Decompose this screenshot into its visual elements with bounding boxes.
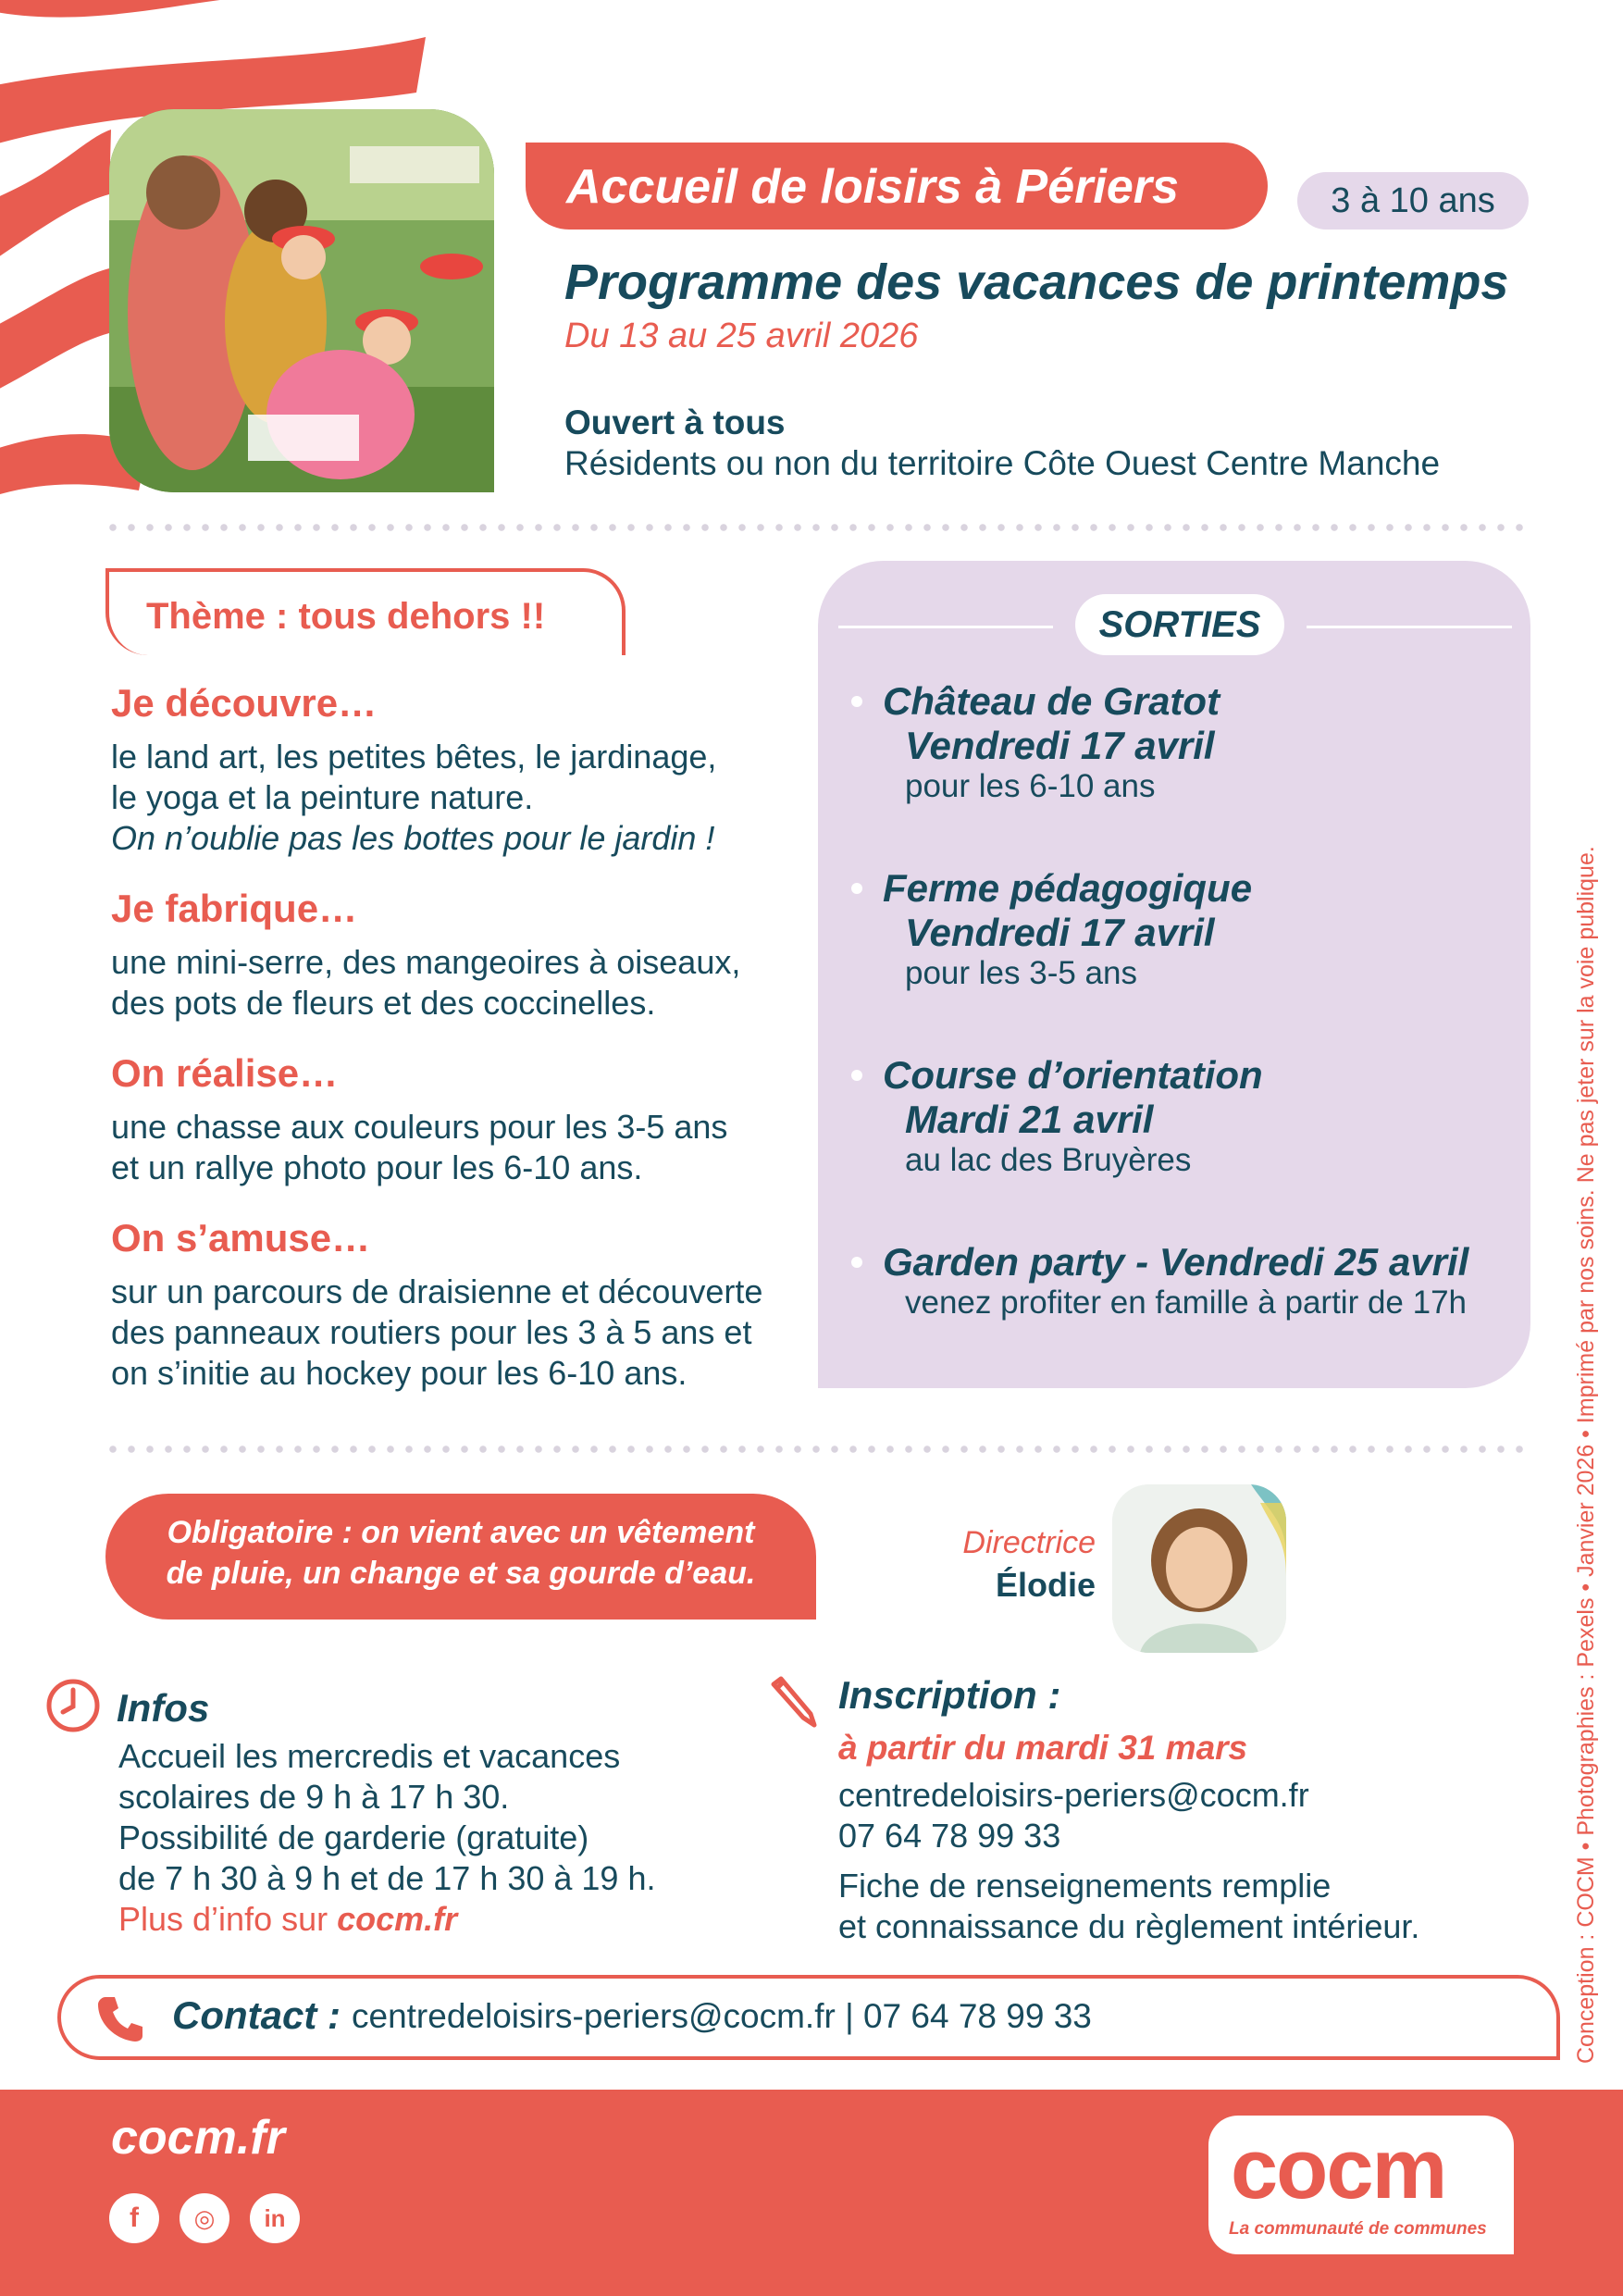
divider: [104, 524, 1529, 531]
inscription-email[interactable]: centredeloisirs-periers@cocm.fr: [838, 1776, 1309, 1814]
footer-website[interactable]: cocm.fr: [111, 2111, 285, 2165]
infos-text: [118, 1736, 655, 1940]
sortie-note: venez profiter en famille à partir de 17h: [905, 1285, 1467, 1321]
sortie-note: pour les 6-10 ans: [905, 768, 1156, 804]
theme-text: Thème : tous dehors !!: [146, 596, 546, 637]
program-dates: Du 13 au 25 avril 2026: [564, 316, 919, 355]
mandatory-line: de pluie, un change et sa gourde d’eau.: [166, 1556, 756, 1591]
phone-icon: [94, 1992, 146, 2043]
page-title: Accueil de loisirs à Périers: [526, 143, 1268, 230]
director-name: Élodie: [995, 1566, 1096, 1604]
facebook-icon[interactable]: f: [109, 2193, 159, 2243]
mandatory-line: Obligatoire : on vient avec un vêtement: [167, 1515, 755, 1550]
activity-line: une mini-serre, des mangeoires à oiseaux,: [111, 943, 741, 981]
infos-more-text: Plus d’info sur: [118, 1900, 338, 1938]
open-text: Résidents ou non du territoire Côte Ouest Centre Manche: [564, 444, 1441, 482]
sortie-item: [883, 679, 1220, 805]
activity-title: Je découvre…: [111, 681, 378, 725]
infos-title: Infos: [117, 1686, 210, 1730]
avatar: [1112, 1484, 1286, 1653]
footer: [0, 2090, 1623, 2296]
director-photo: [1112, 1484, 1286, 1653]
inscription-title: Inscription :: [838, 1673, 1061, 1717]
sortie-name: Château de Gratot: [883, 679, 1220, 723]
divider: [838, 626, 1053, 628]
sortie-note: pour les 3-5 ans: [905, 955, 1137, 991]
sortie-date: Mardi 21 avril: [905, 1098, 1154, 1141]
inscription-line: Fiche de renseignements remplie: [838, 1867, 1332, 1905]
activity-line: une chasse aux couleurs pour les 3-5 ans: [111, 1108, 728, 1146]
age-range-badge: 3 à 10 ans: [1297, 172, 1529, 230]
infos-line: Possibilité de garderie (gratuite): [118, 1818, 589, 1856]
activity-line: sur un parcours de draisienne et découverte: [111, 1272, 763, 1310]
logo-tagline: La communauté de communes: [1229, 2219, 1487, 2239]
inscription-line: et connaissance du règlement intérieur.: [838, 1907, 1420, 1945]
activity-line: le yoga et la peinture nature.: [111, 778, 534, 816]
activity-title: Je fabrique…: [111, 887, 358, 930]
bullet-icon: [851, 1257, 862, 1268]
divider: [1307, 626, 1512, 628]
program-subtitle: Programme des vacances de printemps: [564, 254, 1509, 310]
sorties-label: SORTIES: [1075, 594, 1284, 655]
inscription-details: [838, 1775, 1419, 1947]
cocm-logo: [1208, 2116, 1514, 2254]
activity-line: des panneaux routiers pour les 3 à 5 ans et: [111, 1313, 752, 1351]
sortie-item: [883, 1240, 1468, 1322]
header-photo: [109, 109, 494, 492]
sorties-panel: [818, 561, 1530, 1388]
sortie-name: Course d’orientation: [883, 1053, 1263, 1097]
bullet-icon: [851, 1070, 862, 1081]
sortie-note: au lac des Bruyères: [905, 1142, 1192, 1178]
mandatory-notice: [105, 1494, 816, 1620]
sortie-date: Vendredi 17 avril: [905, 911, 1215, 954]
bullet-icon: [851, 883, 862, 894]
activity-text: [111, 1272, 762, 1394]
linkedin-icon[interactable]: in: [250, 2193, 300, 2243]
pencil-icon: [764, 1671, 825, 1732]
inscription-phone[interactable]: 07 64 78 99 33: [838, 1817, 1061, 1855]
children-illustration: [109, 109, 494, 492]
contact-label: Contact :: [172, 1993, 341, 2037]
bullet-icon: [851, 696, 862, 707]
side-credit: Conception : COCM • Photographies : Pexels • Janvier 2026 • Imprimé par nos soins. Ne pas jeter sur la voie publique.: [1573, 846, 1599, 2064]
sortie-date: Vendredi 17 avril: [905, 724, 1215, 767]
sortie-item: [883, 1053, 1263, 1179]
activity-line: le land art, les petites bêtes, le jardinage,: [111, 738, 717, 776]
sortie-name: Garden party - Vendredi 25 avril: [883, 1240, 1469, 1284]
logo-word: cocm: [1231, 2122, 1446, 2216]
sortie-name: Ferme pédagogique: [883, 866, 1253, 910]
infos-more-link[interactable]: cocm.fr: [337, 1900, 458, 1938]
activity-title: On s’amuse…: [111, 1216, 371, 1260]
clock-icon: [44, 1677, 102, 1734]
infos-line: de 7 h 30 à 9 h et de 17 h 30 à 19 h.: [118, 1859, 656, 1897]
infos-more: [118, 1899, 655, 1940]
activity-line: on s’initie au hockey pour les 6-10 ans.: [111, 1354, 688, 1392]
inscription-start: à partir du mardi 31 mars: [838, 1729, 1248, 1767]
activity-text: [111, 942, 740, 1024]
activity-text: [111, 1107, 727, 1188]
theme-label: [105, 568, 626, 655]
activity-note: On n’oublie pas les bottes pour le jardin !: [111, 819, 715, 857]
activity-text: [111, 737, 716, 859]
director-role: Directrice: [962, 1525, 1096, 1560]
infos-line: Accueil les mercredis et vacances: [118, 1737, 621, 1775]
activity-line: et un rallye photo pour les 6-10 ans.: [111, 1148, 643, 1186]
activity-line: des pots de fleurs et des coccinelles.: [111, 984, 656, 1022]
contact-bar: [57, 1975, 1560, 2060]
open-title: Ouvert à tous: [564, 403, 786, 441]
infos-line: scolaires de 9 h à 17 h 30.: [118, 1778, 510, 1816]
instagram-icon[interactable]: ◎: [180, 2193, 229, 2243]
activity-title: On réalise…: [111, 1051, 339, 1095]
divider: [104, 1446, 1529, 1453]
contact-text[interactable]: centredeloisirs-periers@cocm.fr | 07 64 78 99 33: [352, 1997, 1092, 2035]
sortie-item: [883, 866, 1252, 992]
